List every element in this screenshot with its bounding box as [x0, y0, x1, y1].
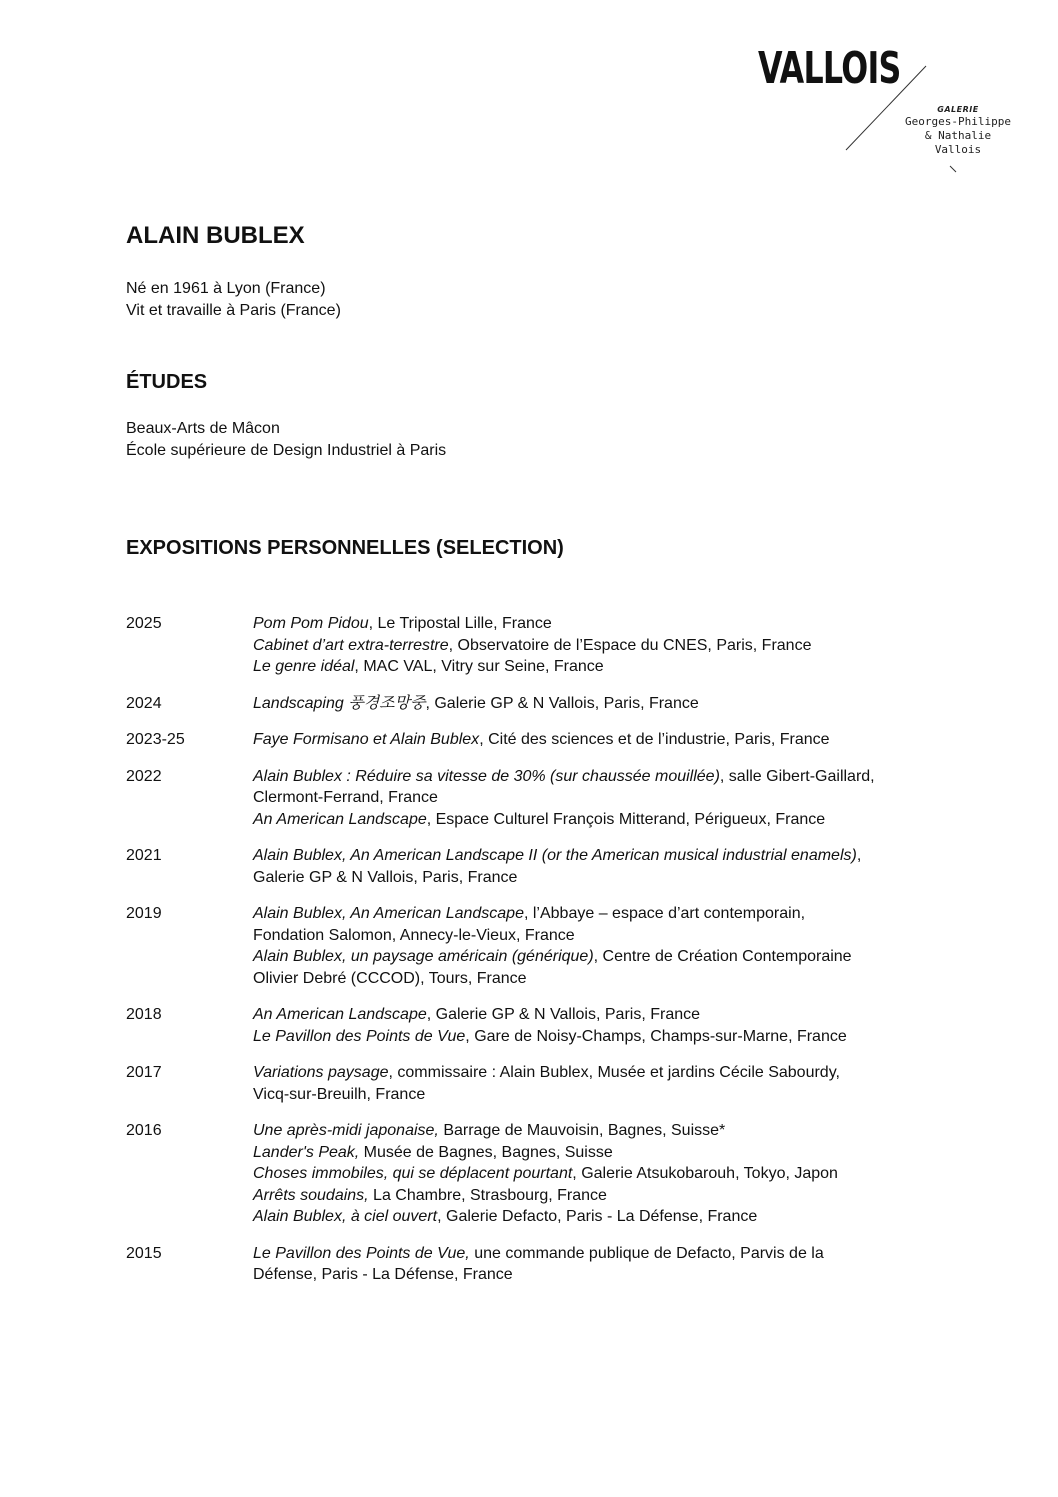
exhibition-year: 2015 — [126, 1244, 162, 1262]
exhibition-title: Alain Bublex, An American Landscape — [253, 905, 524, 922]
exhibition-entry — [253, 1185, 926, 1207]
exhibition-entries — [253, 693, 926, 715]
exhibition-line — [253, 925, 926, 947]
exhibition-entry — [253, 1142, 926, 1164]
exhibition-line — [253, 1243, 926, 1265]
studies-heading: ÉTUDES — [126, 371, 208, 393]
exhibition-entries — [253, 766, 926, 831]
exhibition-line — [253, 1026, 926, 1048]
exhibition-entry — [253, 766, 926, 809]
exhibition-venue: , — [856, 847, 862, 864]
exhibition-venue: , salle Gibert-Gaillard, — [719, 767, 875, 785]
exhibition-title: Cabinet d’art extra-terrestre — [253, 636, 449, 654]
exhibition-year: 2019 — [126, 905, 162, 922]
exhibition-line — [253, 1185, 926, 1207]
exhibition-entry — [253, 1026, 926, 1048]
exhibition-venue: Barrage de Mauvoisin, Bagnes, Suisse* — [438, 1122, 726, 1139]
exhibition-line — [253, 946, 926, 968]
exhibition-entries — [253, 903, 926, 989]
exhibition-title: Alain Bublex, à ciel ouvert — [253, 1208, 438, 1225]
logo-wordmark: VALLOIS — [758, 43, 901, 94]
exhibition-venue: Défense, Paris - La Défense, France — [253, 1266, 513, 1283]
exhibition-venue: Musée de Bagnes, Bagnes, Suisse — [359, 1143, 613, 1161]
logo-galerie-label: GALERIE — [937, 105, 979, 114]
exhibition-entry — [253, 635, 926, 657]
logo-line: Georges-Philippe — [905, 115, 1011, 128]
exhibition-venue: , Galerie Defacto, Paris - La Défense, France — [437, 1208, 758, 1225]
exhibition-venue: , commissaire : Alain Bublex, Musée et jardins Cécile Sabourdy, — [388, 1064, 840, 1081]
exhibition-entries — [253, 1004, 926, 1047]
exhibition-line — [253, 1120, 926, 1142]
exhibition-year-row — [126, 1120, 926, 1228]
exhibition-entry — [253, 1120, 926, 1142]
exhibition-venue: Clermont-Ferrand, France — [253, 789, 438, 806]
study-item: Beaux-Arts de Mâcon — [126, 420, 280, 437]
exhibition-venue: , l’Abbaye – espace d’art contemporain, — [523, 905, 806, 922]
exhibition-entries — [253, 1120, 926, 1228]
exhibition-title: Le Pavillon des Points de Vue, — [253, 1244, 470, 1262]
exhibition-entry — [253, 693, 926, 715]
exhibition-line — [253, 656, 926, 678]
exhibition-entry — [253, 729, 926, 751]
exhibition-year-row — [126, 693, 926, 715]
logo-subtitle — [898, 104, 1018, 157]
exhibition-title: Landscaping 풍경조망중 — [253, 694, 426, 712]
exhibition-venue: , Cité des sciences et de l’industrie, Paris, France — [479, 731, 830, 748]
logo-line: & Nathalie — [924, 129, 992, 142]
exhibition-venue: une commande publique de Defacto, Parvis de la — [469, 1244, 824, 1262]
exhibition-line — [253, 1264, 926, 1286]
exhibitions-list — [126, 613, 926, 1286]
exhibition-venue: , Espace Culturel François Mitterand, Périgueux, France — [426, 810, 826, 828]
exhibition-line — [253, 1084, 926, 1106]
exhibition-line — [253, 1206, 926, 1228]
exhibition-venue: Vicq-sur-Breuilh, France — [253, 1085, 426, 1103]
exhibition-entries — [253, 1062, 926, 1105]
exhibition-venue: , Gare de Noisy-Champs, Champs-sur-Marne, France — [465, 1027, 847, 1045]
exhibition-venue: , Galerie GP & N Vallois, Paris, France — [426, 1006, 701, 1023]
exhibition-entries — [253, 1243, 926, 1286]
exhibition-year: 2023-25 — [126, 731, 185, 748]
exhibition-year: 2017 — [126, 1064, 162, 1081]
artist-birth: Né en 1961 à Lyon (France) — [126, 280, 326, 297]
exhibition-title: Faye Formisano et Alain Bublex — [253, 731, 480, 748]
exhibition-title: Une après-midi japonaise, — [253, 1122, 439, 1139]
exhibition-year: 2024 — [126, 694, 162, 712]
exhibition-line — [253, 903, 926, 925]
logo-tick-mark — [948, 164, 960, 174]
exhibition-venue: , Galerie GP & N Vallois, Paris, France — [425, 694, 699, 712]
exhibitions-heading: EXPOSITIONS PERSONNELLES (SELECTION) — [126, 537, 564, 559]
exhibition-entries — [253, 729, 926, 751]
exhibition-year-row — [126, 845, 926, 888]
exhibition-venue: La Chambre, Strasbourg, France — [368, 1186, 607, 1204]
exhibition-venue: , MAC VAL, Vitry sur Seine, France — [354, 658, 604, 675]
exhibition-entries — [253, 613, 926, 678]
studies-list — [126, 418, 446, 462]
exhibition-entries — [253, 845, 926, 888]
exhibition-year: 2022 — [126, 767, 162, 785]
artist-bio — [126, 278, 341, 322]
exhibition-year-row — [126, 613, 926, 678]
exhibition-line — [253, 787, 926, 809]
exhibition-title: An American Landscape — [253, 1006, 427, 1023]
exhibition-venue: , Observatoire de l’Espace du CNES, Paris, France — [448, 636, 812, 654]
gallery-logo — [752, 44, 1042, 179]
exhibition-line — [253, 613, 926, 635]
exhibition-title: Arrêts soudains, — [253, 1186, 369, 1204]
exhibition-year-row — [126, 1062, 926, 1105]
exhibition-year: 2018 — [126, 1006, 162, 1023]
exhibition-entry — [253, 1062, 926, 1105]
exhibition-entry — [253, 656, 926, 678]
exhibition-line — [253, 635, 926, 657]
exhibition-year: 2021 — [126, 847, 162, 864]
study-item: École supérieure de Design Industriel à Paris — [126, 442, 447, 459]
exhibition-line — [253, 1163, 926, 1185]
exhibition-year: 2025 — [126, 615, 162, 632]
exhibition-title: Lander's Peak, — [253, 1143, 360, 1161]
exhibition-entry — [253, 946, 926, 989]
exhibition-year-row — [126, 766, 926, 831]
exhibition-entry — [253, 1206, 926, 1228]
exhibition-year-row — [126, 903, 926, 989]
exhibition-line — [253, 1004, 926, 1026]
exhibition-entry — [253, 1004, 926, 1026]
exhibition-entry — [253, 809, 926, 831]
exhibition-title: Choses immobiles, qui se déplacent pourtant — [253, 1165, 573, 1182]
exhibition-title: Pom Pom Pidou — [253, 615, 369, 632]
exhibition-venue: Galerie GP & N Vallois, Paris, France — [253, 868, 518, 886]
exhibition-year-row — [126, 1004, 926, 1047]
exhibition-line — [253, 845, 926, 867]
exhibition-venue: Olivier Debré (CCCOD), Tours, France — [253, 969, 527, 987]
exhibition-entry — [253, 903, 926, 946]
exhibition-title: Alain Bublex : Réduire sa vitesse de 30% (sur chaussée mouillée) — [253, 767, 720, 785]
exhibition-entry — [253, 1243, 926, 1286]
exhibition-title: Variations paysage — [253, 1064, 389, 1081]
exhibition-line — [253, 729, 926, 751]
exhibition-venue: Fondation Salomon, Annecy-le-Vieux, France — [253, 926, 575, 944]
exhibition-line — [253, 1062, 926, 1084]
exhibition-title: An American Landscape — [253, 810, 427, 828]
exhibition-entry — [253, 1163, 926, 1185]
exhibition-title: Alain Bublex, un paysage américain (générique) — [253, 948, 594, 965]
exhibition-title: Le genre idéal — [253, 658, 355, 675]
exhibition-year-row — [126, 1243, 926, 1286]
exhibition-line — [253, 766, 926, 788]
exhibition-entry — [253, 613, 926, 635]
artist-name: ALAIN BUBLEX — [126, 222, 305, 249]
exhibition-title: Le Pavillon des Points de Vue — [253, 1027, 466, 1045]
exhibition-line — [253, 693, 926, 715]
exhibition-entry — [253, 845, 926, 888]
exhibition-venue: , Galerie Atsukobarouh, Tokyo, Japon — [572, 1165, 838, 1182]
artist-residence: Vit et travaille à Paris (France) — [126, 302, 341, 319]
exhibition-line — [253, 867, 926, 889]
exhibition-title: Alain Bublex, An American Landscape II (or the American musical industrial enamels) — [253, 847, 857, 864]
exhibition-line — [253, 809, 926, 831]
exhibition-line — [253, 1142, 926, 1164]
exhibition-line — [253, 968, 926, 990]
exhibition-venue: , Centre de Création Contemporaine — [593, 948, 852, 965]
logo-line: Vallois — [934, 143, 982, 156]
exhibition-year-row — [126, 729, 926, 751]
exhibition-year: 2016 — [126, 1122, 162, 1139]
exhibition-venue: , Le Tripostal Lille, France — [368, 615, 552, 632]
